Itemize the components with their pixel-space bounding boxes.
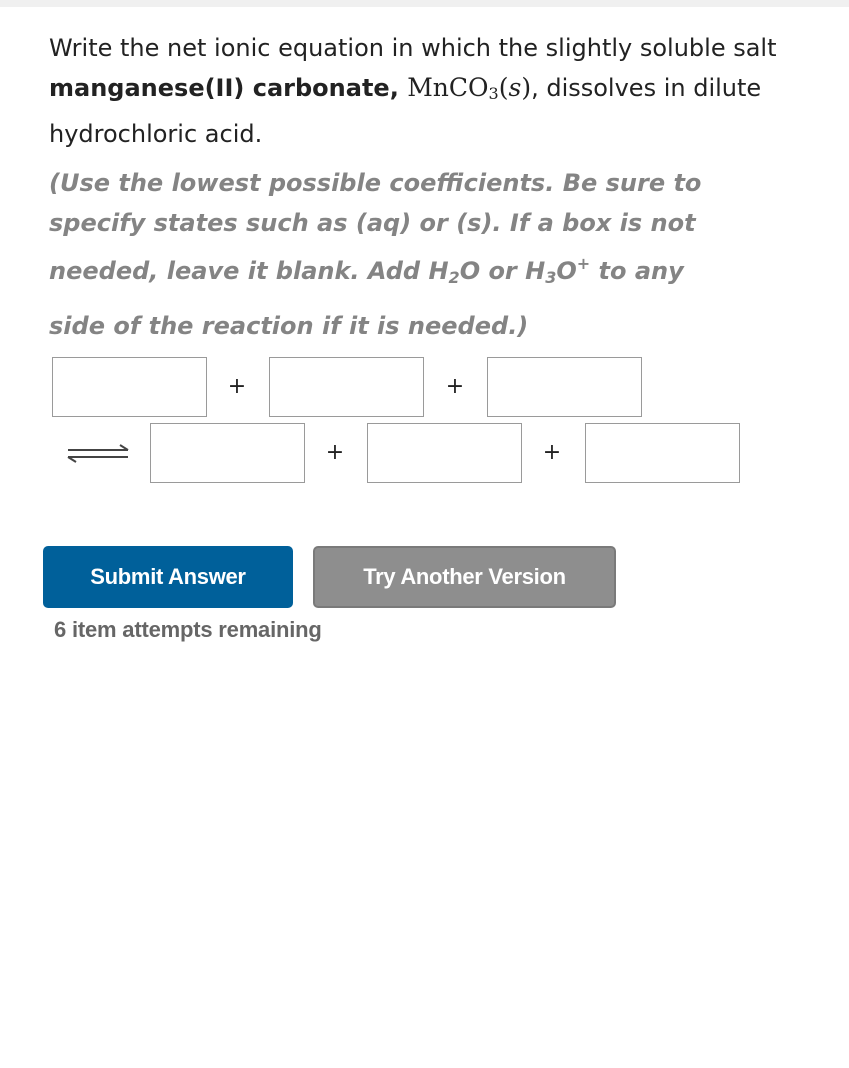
salt-formula xyxy=(407,73,531,102)
instruction-line-3-c: O xyxy=(556,257,577,285)
instruction-line-3-a: needed, leave it blank. Add H xyxy=(49,257,449,285)
formula-subscript: 3 xyxy=(488,84,499,103)
product-input-2[interactable] xyxy=(367,423,522,483)
instruction-line-3-d: to any xyxy=(590,257,684,285)
question-comma: , xyxy=(389,74,408,102)
reactant-plus-1: + xyxy=(227,374,247,399)
instruction-sub-3: 3 xyxy=(545,268,557,287)
formula-paren-open: ( xyxy=(498,73,509,102)
instructions xyxy=(49,163,819,346)
reactant-input-3[interactable] xyxy=(487,357,642,417)
top-bar xyxy=(0,0,849,7)
product-input-3[interactable] xyxy=(585,423,740,483)
formula-state: s xyxy=(508,73,522,102)
question-text xyxy=(49,28,829,154)
question-tail: , dissolves in dilute hydrochloric acid. xyxy=(49,74,762,148)
product-plus-1: + xyxy=(325,440,345,465)
question-intro: Write the net ionic equation in which the slightly soluble salt xyxy=(49,34,777,62)
instruction-line-1: (Use the lowest possible coefficients. Be sure to xyxy=(49,169,702,197)
instruction-sup-plus: + xyxy=(576,254,591,273)
instruction-sub-2: 2 xyxy=(448,268,460,287)
try-another-version-button[interactable]: Try Another Version xyxy=(313,546,616,608)
instruction-line-2: specify states such as (aq) or (s). If a box is not xyxy=(49,209,696,237)
submit-answer-button[interactable]: Submit Answer xyxy=(43,546,293,608)
formula-paren-close: ) xyxy=(521,73,532,102)
formula-main: MnCO xyxy=(407,73,489,102)
equilibrium-arrow-icon xyxy=(66,442,130,464)
attempts-remaining: 6 item attempts remaining xyxy=(54,617,322,642)
product-input-1[interactable] xyxy=(150,423,305,483)
instruction-line-3 xyxy=(49,251,819,298)
instruction-line-3-b: O or H xyxy=(459,257,546,285)
reactant-input-1[interactable] xyxy=(52,357,207,417)
reactant-input-2[interactable] xyxy=(269,357,424,417)
salt-name: manganese(II) carbonate xyxy=(49,74,390,102)
instruction-line-4: side of the reaction if it is needed.) xyxy=(49,312,529,340)
product-plus-2: + xyxy=(542,440,562,465)
reactant-plus-2: + xyxy=(445,374,465,399)
